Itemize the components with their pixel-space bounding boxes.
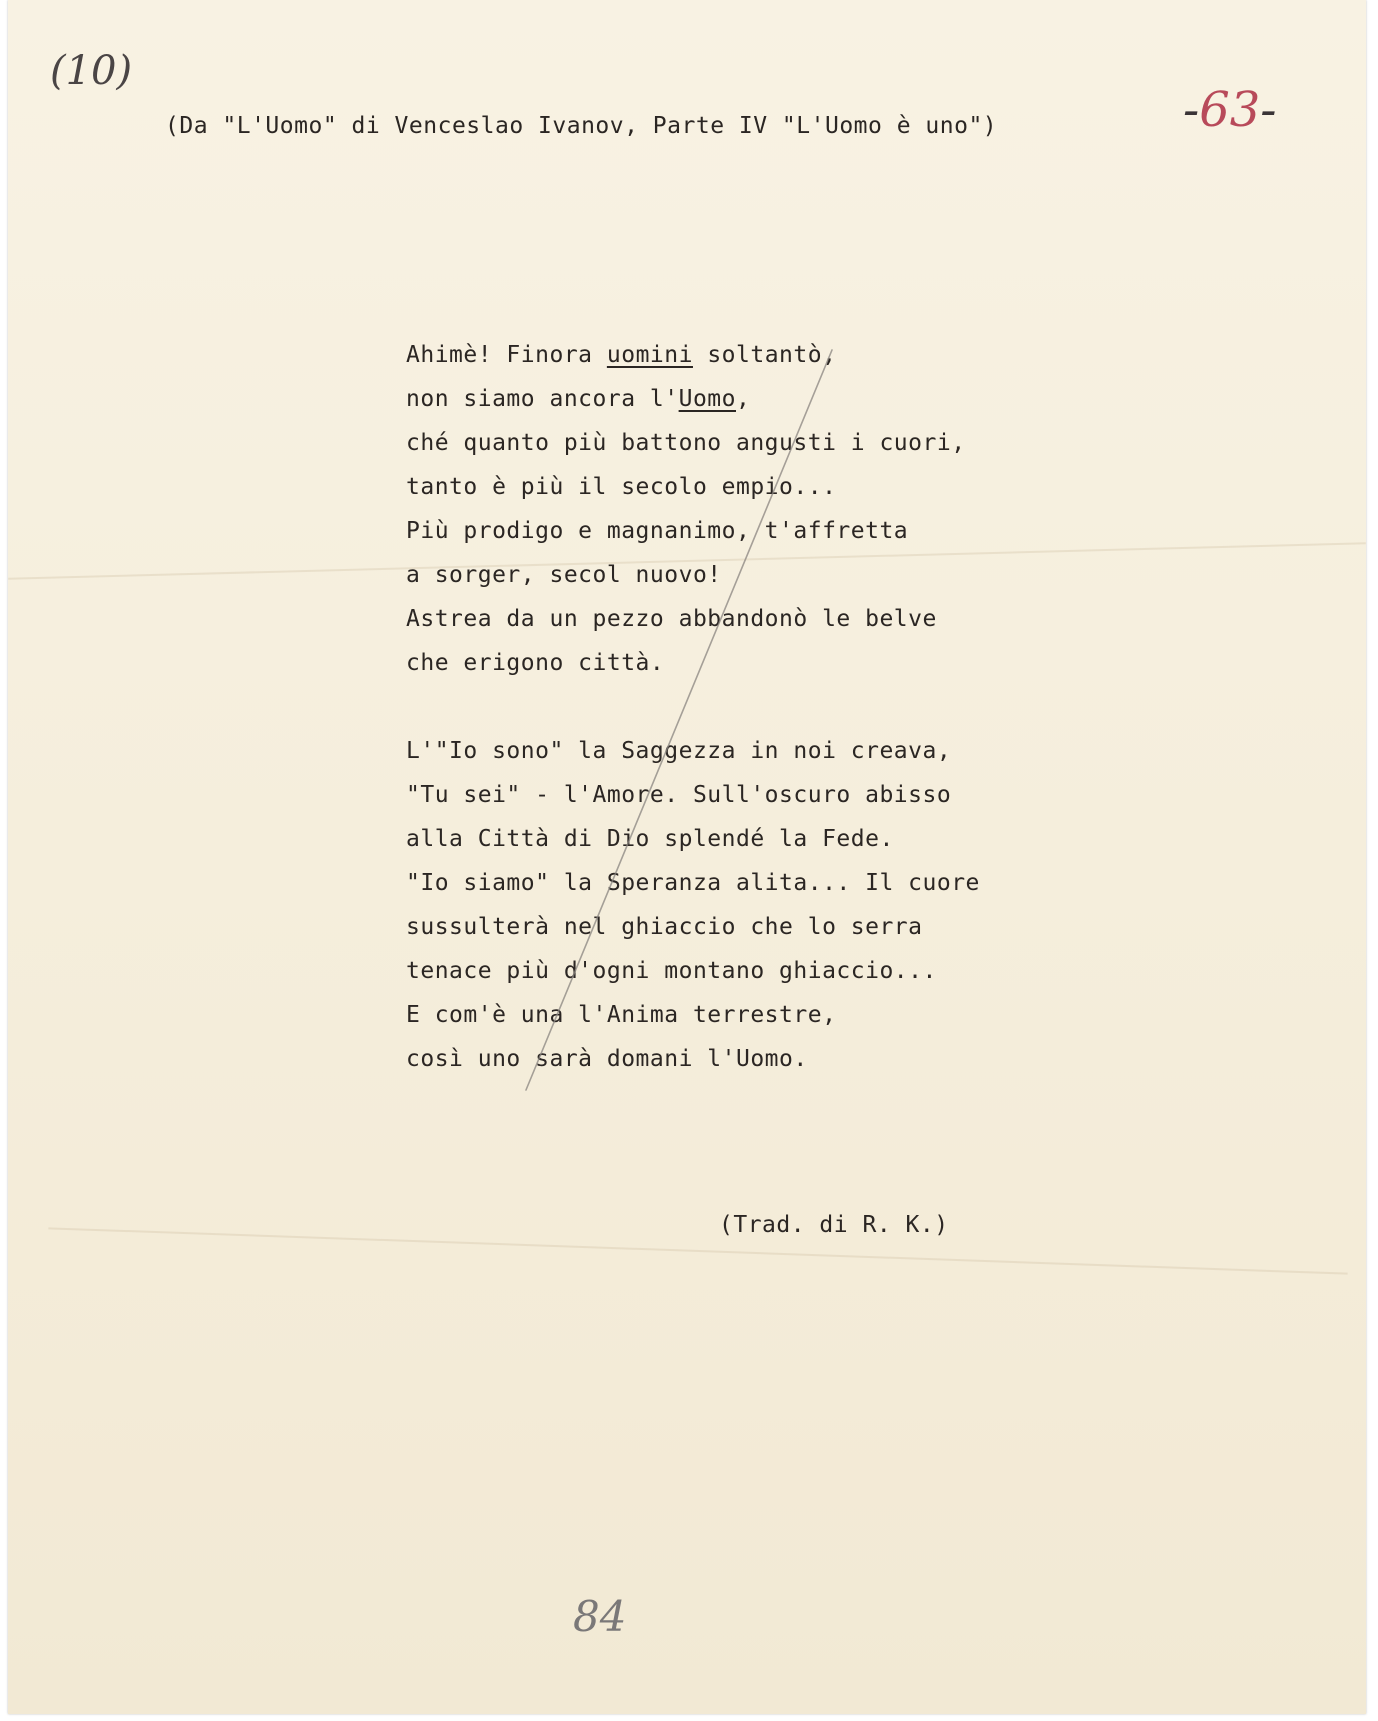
poem-line: sussulterà nel ghiaccio che lo serra: [406, 914, 923, 940]
poem-line: Più prodigo e magnanimo, t'affretta: [406, 518, 909, 544]
document-header: (Da "L'Uomo" di Venceslao Ivanov, Parte IV "L'Uomo è uno"): [165, 113, 998, 139]
poem-line: "Tu sei" - l'Amore. Sull'oscuro abisso: [406, 782, 952, 808]
poem-text: soltantò,: [692, 342, 837, 368]
poem-line: a sorger, secol nuovo!: [406, 562, 722, 588]
poem-line: L'"Io sono" la Saggezza in noi creava,: [406, 738, 952, 764]
poem-line: "Io siamo" la Speranza alita... Il cuore: [406, 870, 980, 896]
poem-line: tanto è più il secolo empio...: [406, 474, 837, 500]
poem-line: ché quanto più battono angusti i cuori,: [406, 430, 966, 456]
poem-line: Astrea da un pezzo abbandonò le belve: [406, 606, 937, 632]
poem-line: E com'è una l'Anima terrestre,: [406, 1002, 837, 1028]
handwritten-folio-number: 84: [573, 1592, 627, 1641]
poem-text: non siamo ancora l': [406, 386, 679, 412]
poem-line: alla Città di Dio splendé la Fede.: [406, 826, 894, 852]
handwritten-annotation: (10): [50, 48, 133, 94]
underlined-word: uomini: [606, 342, 693, 368]
poem-line: così uno sarà domani l'Uomo.: [406, 1046, 808, 1072]
poem-line: che erigono città.: [406, 650, 665, 676]
dash-left: -: [1183, 82, 1200, 138]
page-number-value: 63: [1199, 82, 1261, 138]
poem-line: tenace più d'ogni montano ghiaccio...: [406, 958, 937, 984]
dash-right: -: [1260, 82, 1277, 138]
poem-text: ,: [736, 386, 751, 412]
poem-text: Ahimè! Finora: [406, 342, 607, 368]
underlined-word: Uomo: [678, 386, 736, 412]
translator-credit: (Trad. di R. K.): [719, 1212, 949, 1238]
